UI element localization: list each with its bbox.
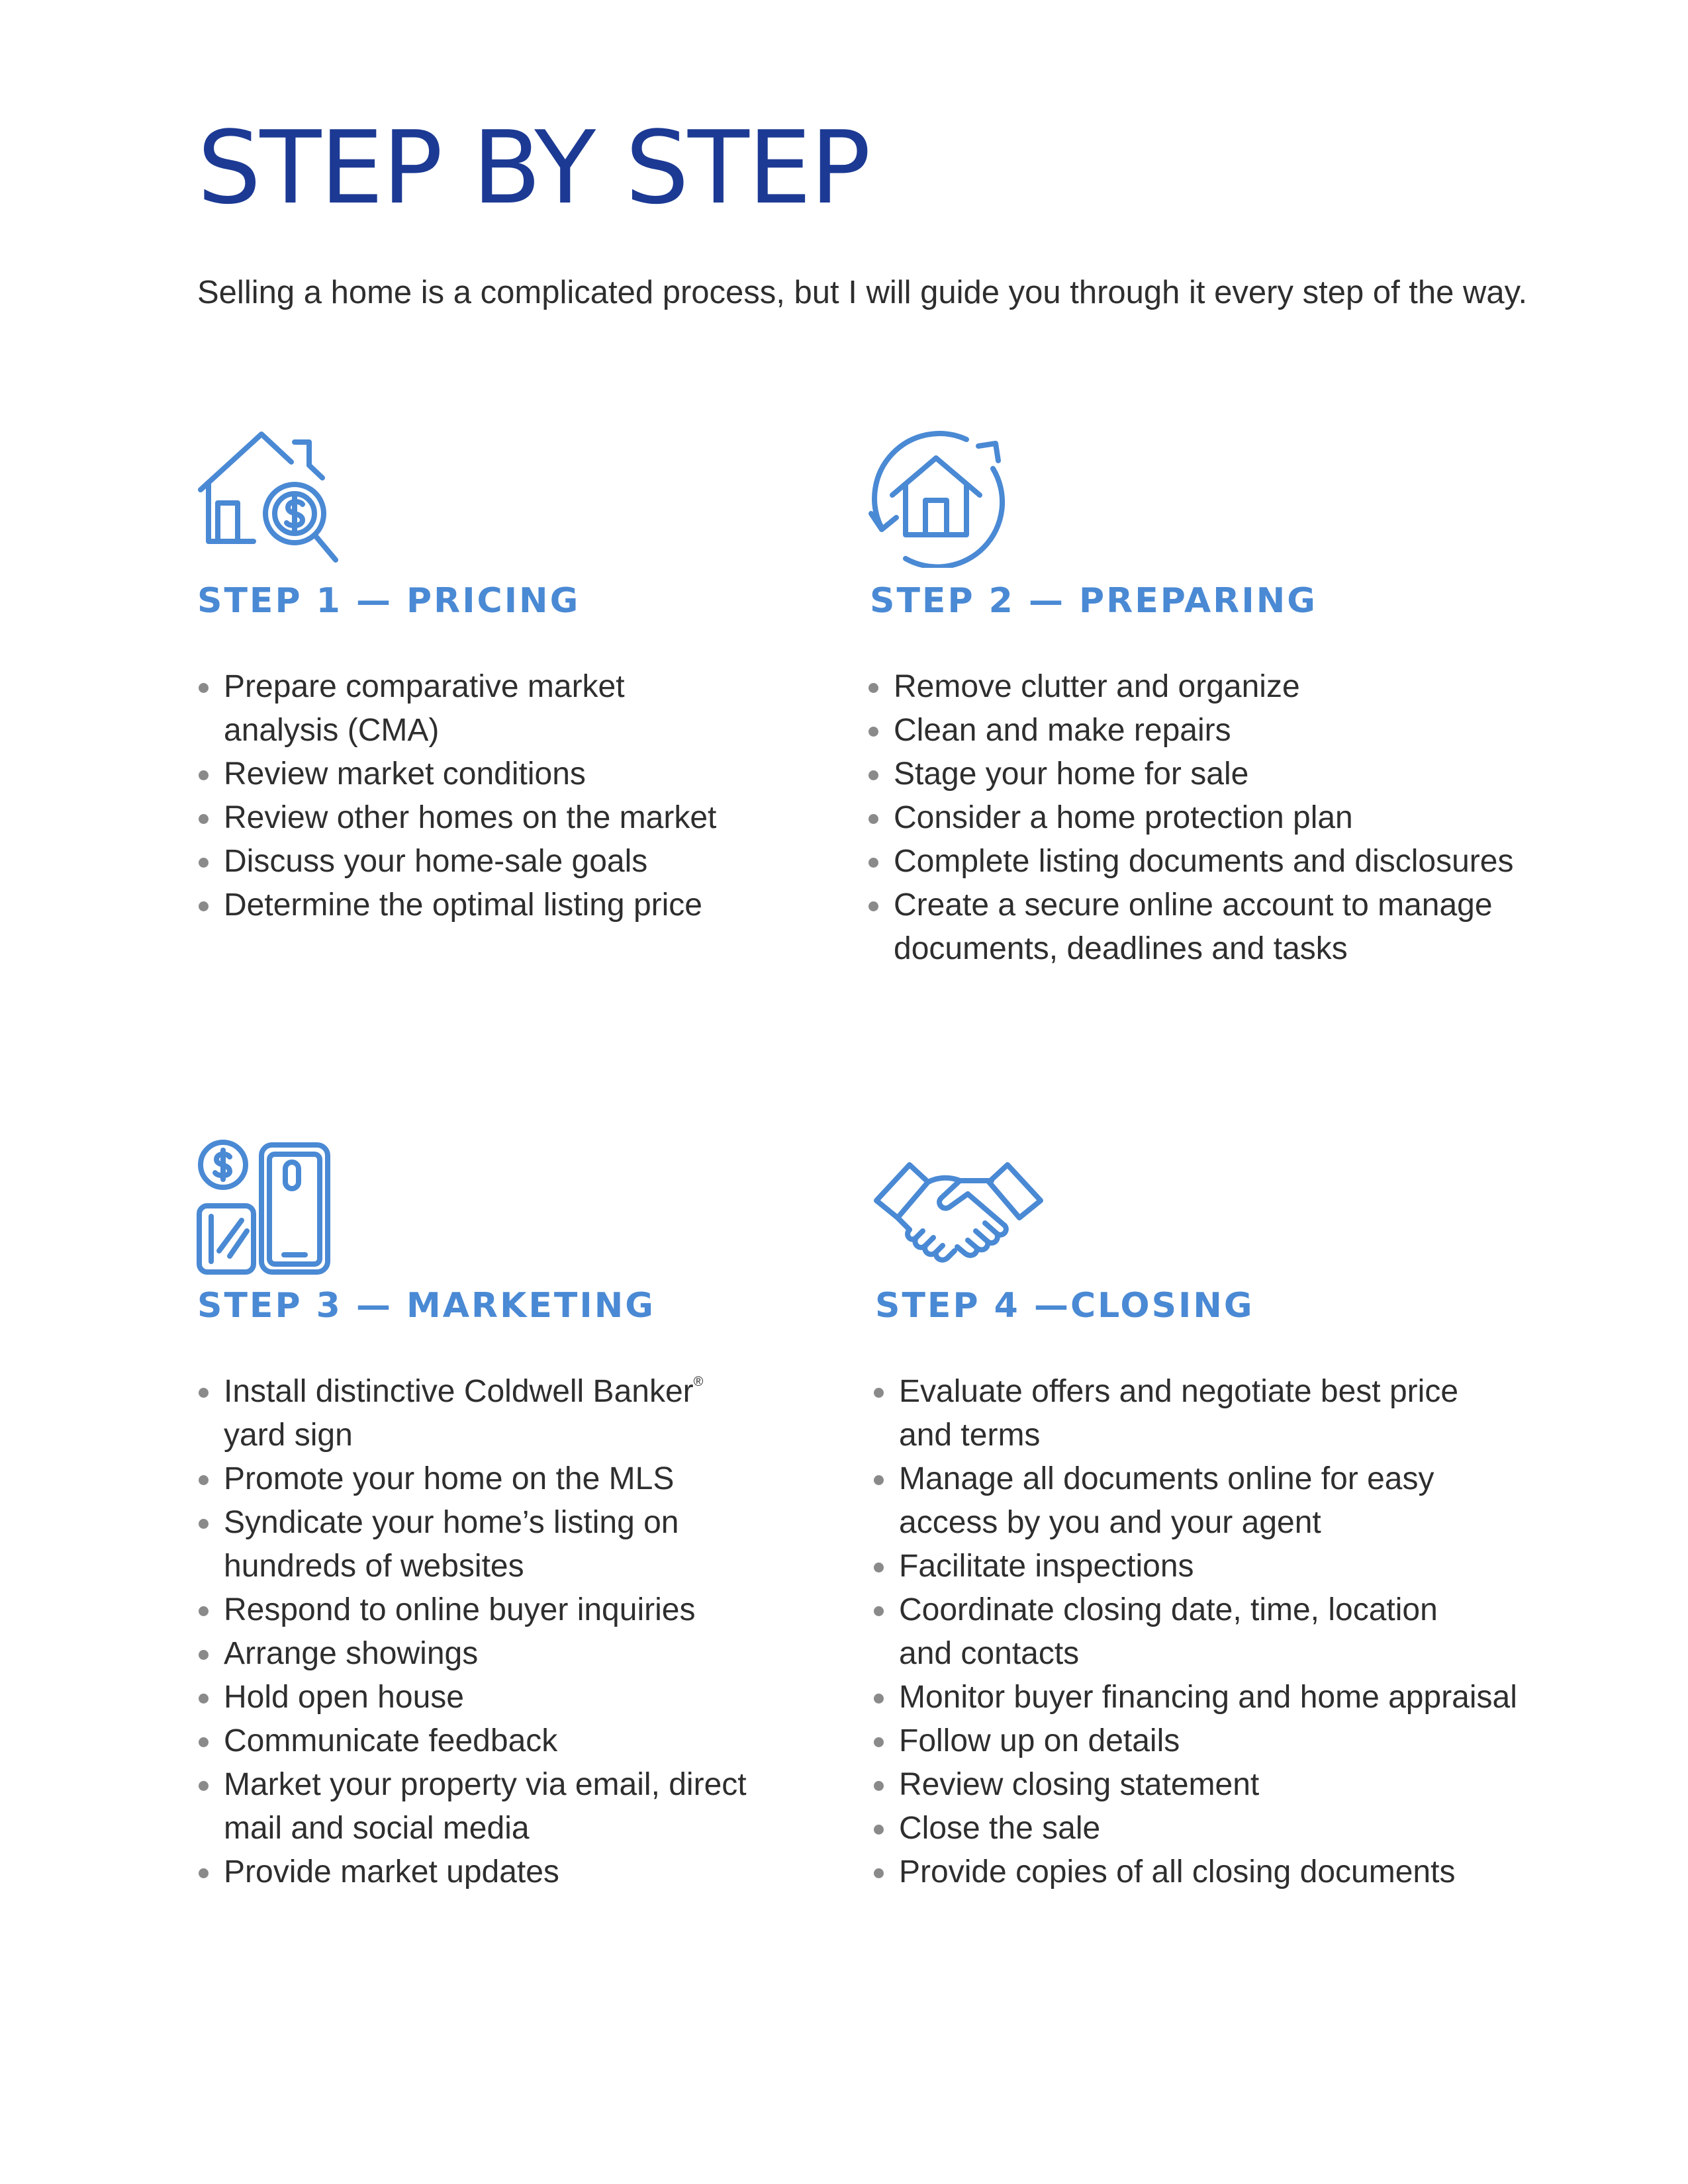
list-item-text: Respond to online buyer inquiries (224, 1592, 696, 1627)
list-item (197, 1850, 747, 1894)
list-item (197, 1719, 747, 1763)
list-item-text: Hold open house (224, 1680, 464, 1715)
list-item-text-continued: and contacts (899, 1636, 1080, 1671)
list-item (867, 709, 1513, 752)
step-4-heading: STEP 4 —CLOSING (875, 1286, 1254, 1326)
list-item (197, 840, 716, 884)
list-item (197, 1370, 747, 1457)
list-item (872, 1370, 1517, 1457)
list-item (872, 1807, 1517, 1850)
list-item-text: Create a secure online account to manage (894, 887, 1493, 923)
list-item-text: Complete listing documents and disclosures (894, 844, 1514, 879)
list-item (872, 1588, 1517, 1676)
list-item-text-continued: documents, deadlines and tasks (894, 931, 1348, 966)
step-1-heading: STEP 1 — PRICING (197, 581, 581, 621)
list-item (872, 1545, 1517, 1588)
list-item (867, 884, 1513, 971)
list-item-text-continued: mail and social media (224, 1811, 530, 1846)
handshake-icon (872, 1157, 1045, 1269)
list-item-text: Discuss your home-sale goals (224, 844, 648, 879)
list-item-text: Provide market updates (224, 1854, 559, 1889)
list-item-text: Stage your home for sale (894, 756, 1249, 792)
list-item (197, 1501, 747, 1588)
list-item-text: Provide copies of all closing documents (899, 1854, 1456, 1889)
list-item (197, 1457, 747, 1501)
list-item (197, 1676, 747, 1719)
list-item-text: Consider a home protection plan (894, 800, 1353, 835)
list-item-text: Syndicate your home’s listing on (224, 1505, 679, 1540)
list-item-text: Review closing statement (899, 1767, 1260, 1802)
list-item (872, 1676, 1517, 1719)
list-item (197, 1632, 747, 1676)
list-item-text: Facilitate inspections (899, 1549, 1194, 1584)
list-item-text: Determine the optimal listing price (224, 887, 702, 923)
step-2-heading: STEP 2 — PREPARING (870, 581, 1317, 621)
list-item-text: Close the sale (899, 1811, 1101, 1846)
phone-dollar-card-icon (195, 1138, 334, 1277)
list-item-text: Follow up on details (899, 1723, 1180, 1758)
list-item-text: Arrange showings (224, 1636, 479, 1671)
list-item (197, 1763, 747, 1850)
list-item-text: Remove clutter and organize (894, 669, 1300, 704)
list-item-text-continued: analysis (CMA) (224, 713, 440, 748)
step-3-list (197, 1370, 747, 1894)
list-item-text: Communicate feedback (224, 1723, 558, 1758)
list-item-text: Manage all documents online for easy (899, 1461, 1434, 1496)
list-item-text: Promote your home on the MLS (224, 1461, 675, 1496)
page-title: STEP BY STEP (197, 109, 870, 226)
list-item-text: Market your property via email, direct (224, 1767, 747, 1802)
step-2-list (867, 665, 1513, 971)
list-item (197, 796, 716, 840)
list-item (872, 1457, 1517, 1545)
list-item-text: Coordinate closing date, time, location (899, 1592, 1438, 1627)
list-item-text: Review other homes on the market (224, 800, 717, 835)
list-item-text-continued: and terms (899, 1418, 1041, 1453)
list-item-text-continued: yard sign (224, 1418, 353, 1453)
list-item-text: Monitor buyer financing and home appraisal (899, 1680, 1517, 1715)
registered-trademark: ® (693, 1375, 704, 1389)
step-4-list (872, 1370, 1517, 1894)
list-item-text-continued: hundreds of websites (224, 1549, 524, 1584)
list-item-text-continued: access by you and your agent (899, 1505, 1321, 1540)
step-3-heading: STEP 3 — MARKETING (197, 1286, 655, 1326)
page-subtitle: Selling a home is a complicated process, but I will guide you through it every step of the way. (197, 275, 1528, 310)
list-item (872, 1719, 1517, 1763)
list-item (872, 1763, 1517, 1807)
list-item (867, 840, 1513, 884)
list-item (867, 665, 1513, 709)
house-refresh-icon (867, 429, 1013, 568)
list-item (197, 752, 716, 796)
list-item (867, 752, 1513, 796)
list-item (197, 665, 716, 752)
list-item-text: Prepare comparative market (224, 669, 625, 704)
step-1-list (197, 665, 716, 927)
house-dollar-magnifier-icon (195, 429, 348, 568)
list-item-text: Install distinctive Coldwell Banker (224, 1374, 694, 1409)
list-item-text: Clean and make repairs (894, 713, 1231, 748)
list-item (197, 884, 716, 927)
list-item (867, 796, 1513, 840)
list-item-text: Evaluate offers and negotiate best price (899, 1374, 1459, 1409)
list-item (872, 1850, 1517, 1894)
list-item (197, 1588, 747, 1632)
list-item-text: Review market conditions (224, 756, 586, 792)
